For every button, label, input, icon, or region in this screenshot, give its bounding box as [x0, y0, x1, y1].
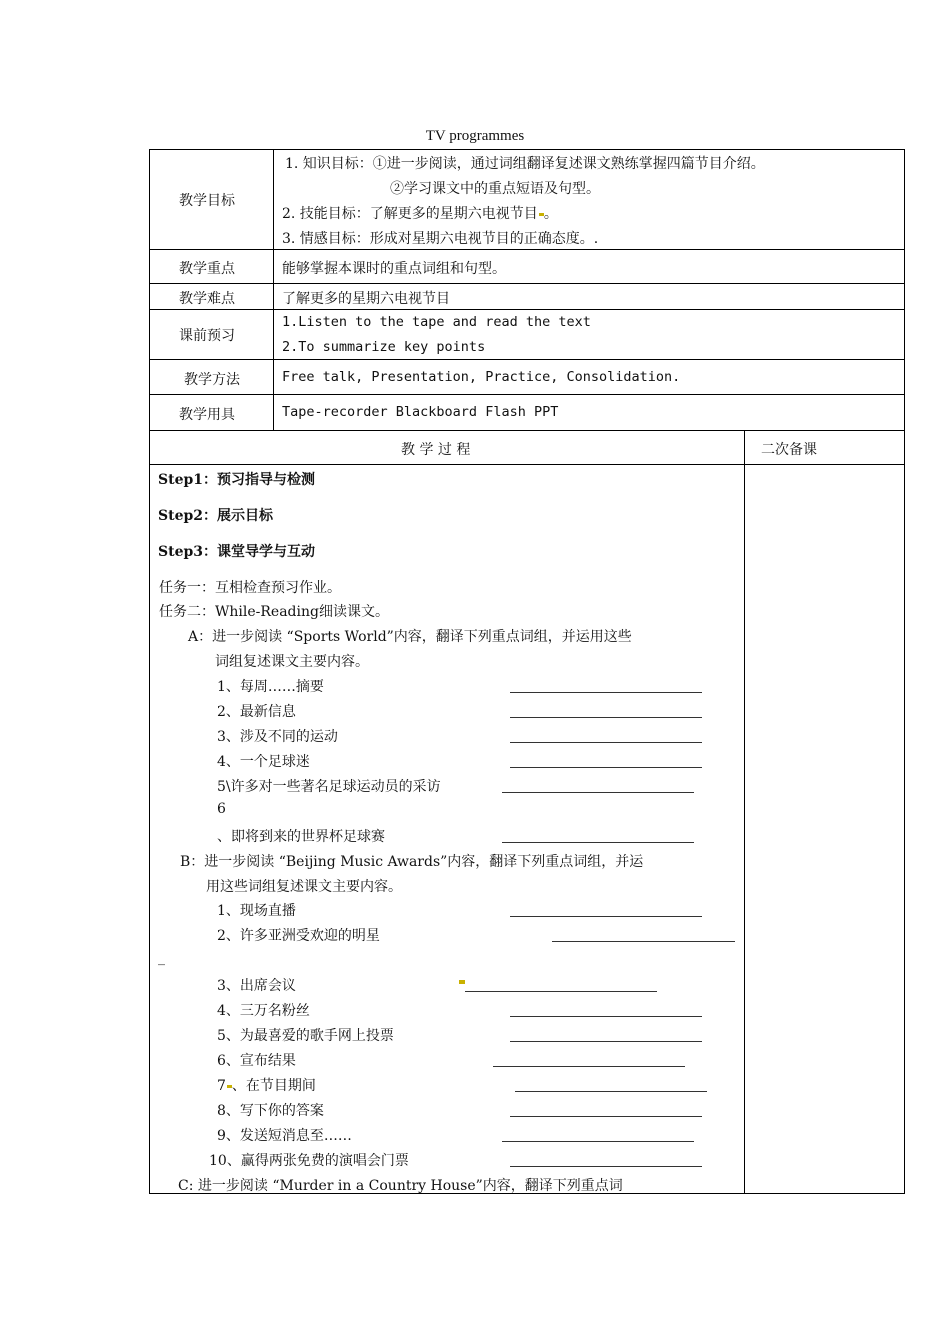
step-2: Step2：展示目标: [158, 508, 274, 524]
part-a-item: 5\许多对一些著名足球运动员的采访: [217, 779, 441, 795]
difficulties-text: 了解更多的星期六电视节目: [282, 291, 450, 307]
part-b-item: 8、写下你的答案: [217, 1103, 324, 1119]
part-a-line-1: A：进一步阅读 “Sports World”内容，翻译下列重点词组，并运用这些: [188, 629, 632, 645]
answer-blank[interactable]: [552, 941, 735, 942]
step-3: Step3：课堂导学与互动: [158, 544, 316, 560]
step-1: Step1：预习指导与检测: [158, 472, 316, 488]
part-a-item: 4、一个足球迷: [217, 754, 310, 770]
preview-line-1: 1.Listen to the tape and read the text: [282, 314, 591, 330]
answer-blank[interactable]: [510, 692, 702, 693]
page-title: TV programmes: [425, 128, 525, 144]
part-b-item: 4、三万名粉丝: [217, 1003, 310, 1019]
task-1: 任务一：互相检查预习作业。: [159, 580, 341, 596]
answer-blank[interactable]: [510, 742, 702, 743]
goal-line-1: 1. 知识目标：①进一步阅读，通过词组翻译复述课文熟练掌握四篇节目介绍。: [285, 156, 765, 172]
part-a-line-2: 词组复述课文主要内容。: [215, 654, 369, 670]
answer-blank[interactable]: [502, 842, 694, 843]
answer-blank[interactable]: [515, 1091, 707, 1092]
preview-line-2: 2.To summarize key points: [282, 339, 486, 355]
goals-label: 教学目标: [179, 193, 235, 209]
stray-underscore: _: [158, 950, 165, 966]
answer-blank[interactable]: [510, 717, 702, 718]
key-points-label: 教学重点: [179, 261, 235, 277]
answer-blank[interactable]: [510, 1016, 702, 1017]
answer-blank[interactable]: [510, 1041, 702, 1042]
preview-label: 课前预习: [179, 328, 235, 344]
tools-text: Tape-recorder Blackboard Flash PPT: [282, 404, 559, 420]
methods-text: Free talk, Presentation, Practice, Consolidation.: [282, 369, 681, 385]
answer-blank[interactable]: [510, 1116, 702, 1117]
answer-blank[interactable]: [502, 1141, 694, 1142]
part-b-line-1: B：进一步阅读 “Beijing Music Awards”内容，翻译下列重点词组，并运: [180, 854, 644, 870]
answer-blank[interactable]: [510, 916, 702, 917]
tools-label: 教学用具: [179, 407, 235, 423]
process-header: 教 学 过 程: [401, 442, 471, 458]
part-a-item: 2、最新信息: [217, 704, 296, 720]
answer-blank[interactable]: [510, 1166, 702, 1167]
part-b-item: 2、许多亚洲受欢迎的明星: [217, 928, 380, 944]
part-c-line-1: C: 进一步阅读 “Murder in a Country House”内容，翻译下列重点词: [178, 1178, 623, 1194]
methods-label: 教学方法: [184, 372, 240, 388]
answer-blank[interactable]: [493, 1066, 685, 1067]
part-b-item: 1、现场直播: [217, 903, 296, 919]
goal-line-3: 2. 技能目标：了解更多的星期六电视节目 。: [282, 206, 558, 222]
part-a-item: 1、每周……摘要: [217, 679, 324, 695]
answer-blank[interactable]: [502, 792, 694, 793]
part-b-item: 5、为最喜爱的歌手网上投票: [217, 1028, 394, 1044]
part-b-item: 9、发送短消息至……: [217, 1128, 352, 1144]
part-b-item: 6、宣布结果: [217, 1053, 296, 1069]
part-b-item: 10、赢得两张免费的演唱会门票: [209, 1153, 409, 1169]
part-b-item: 7 、在节目期间: [217, 1078, 316, 1094]
answer-blank[interactable]: [510, 767, 702, 768]
part-a-item: 6: [217, 801, 226, 817]
task-2: 任务二：While-Reading细读课文。: [159, 604, 389, 620]
notes-header: 二次备课: [761, 442, 817, 458]
difficulties-label: 教学难点: [179, 291, 235, 307]
part-b-line-2: 用这些词组复述课文主要内容。: [206, 879, 402, 895]
part-b-item: 3、出席会议: [217, 978, 296, 994]
goal-line-4: 3. 情感目标：形成对星期六电视节目的正确态度。.: [282, 231, 599, 247]
goal-line-2: ②学习课文中的重点短语及句型。: [390, 181, 600, 197]
part-a-item: 、即将到来的世界杯足球赛: [217, 829, 385, 845]
highlight-mark: [459, 980, 465, 984]
answer-blank[interactable]: [465, 991, 657, 992]
key-points-text: 能够掌握本课时的重点词组和句型。: [282, 261, 506, 277]
part-a-item: 3、涉及不同的运动: [217, 729, 338, 745]
